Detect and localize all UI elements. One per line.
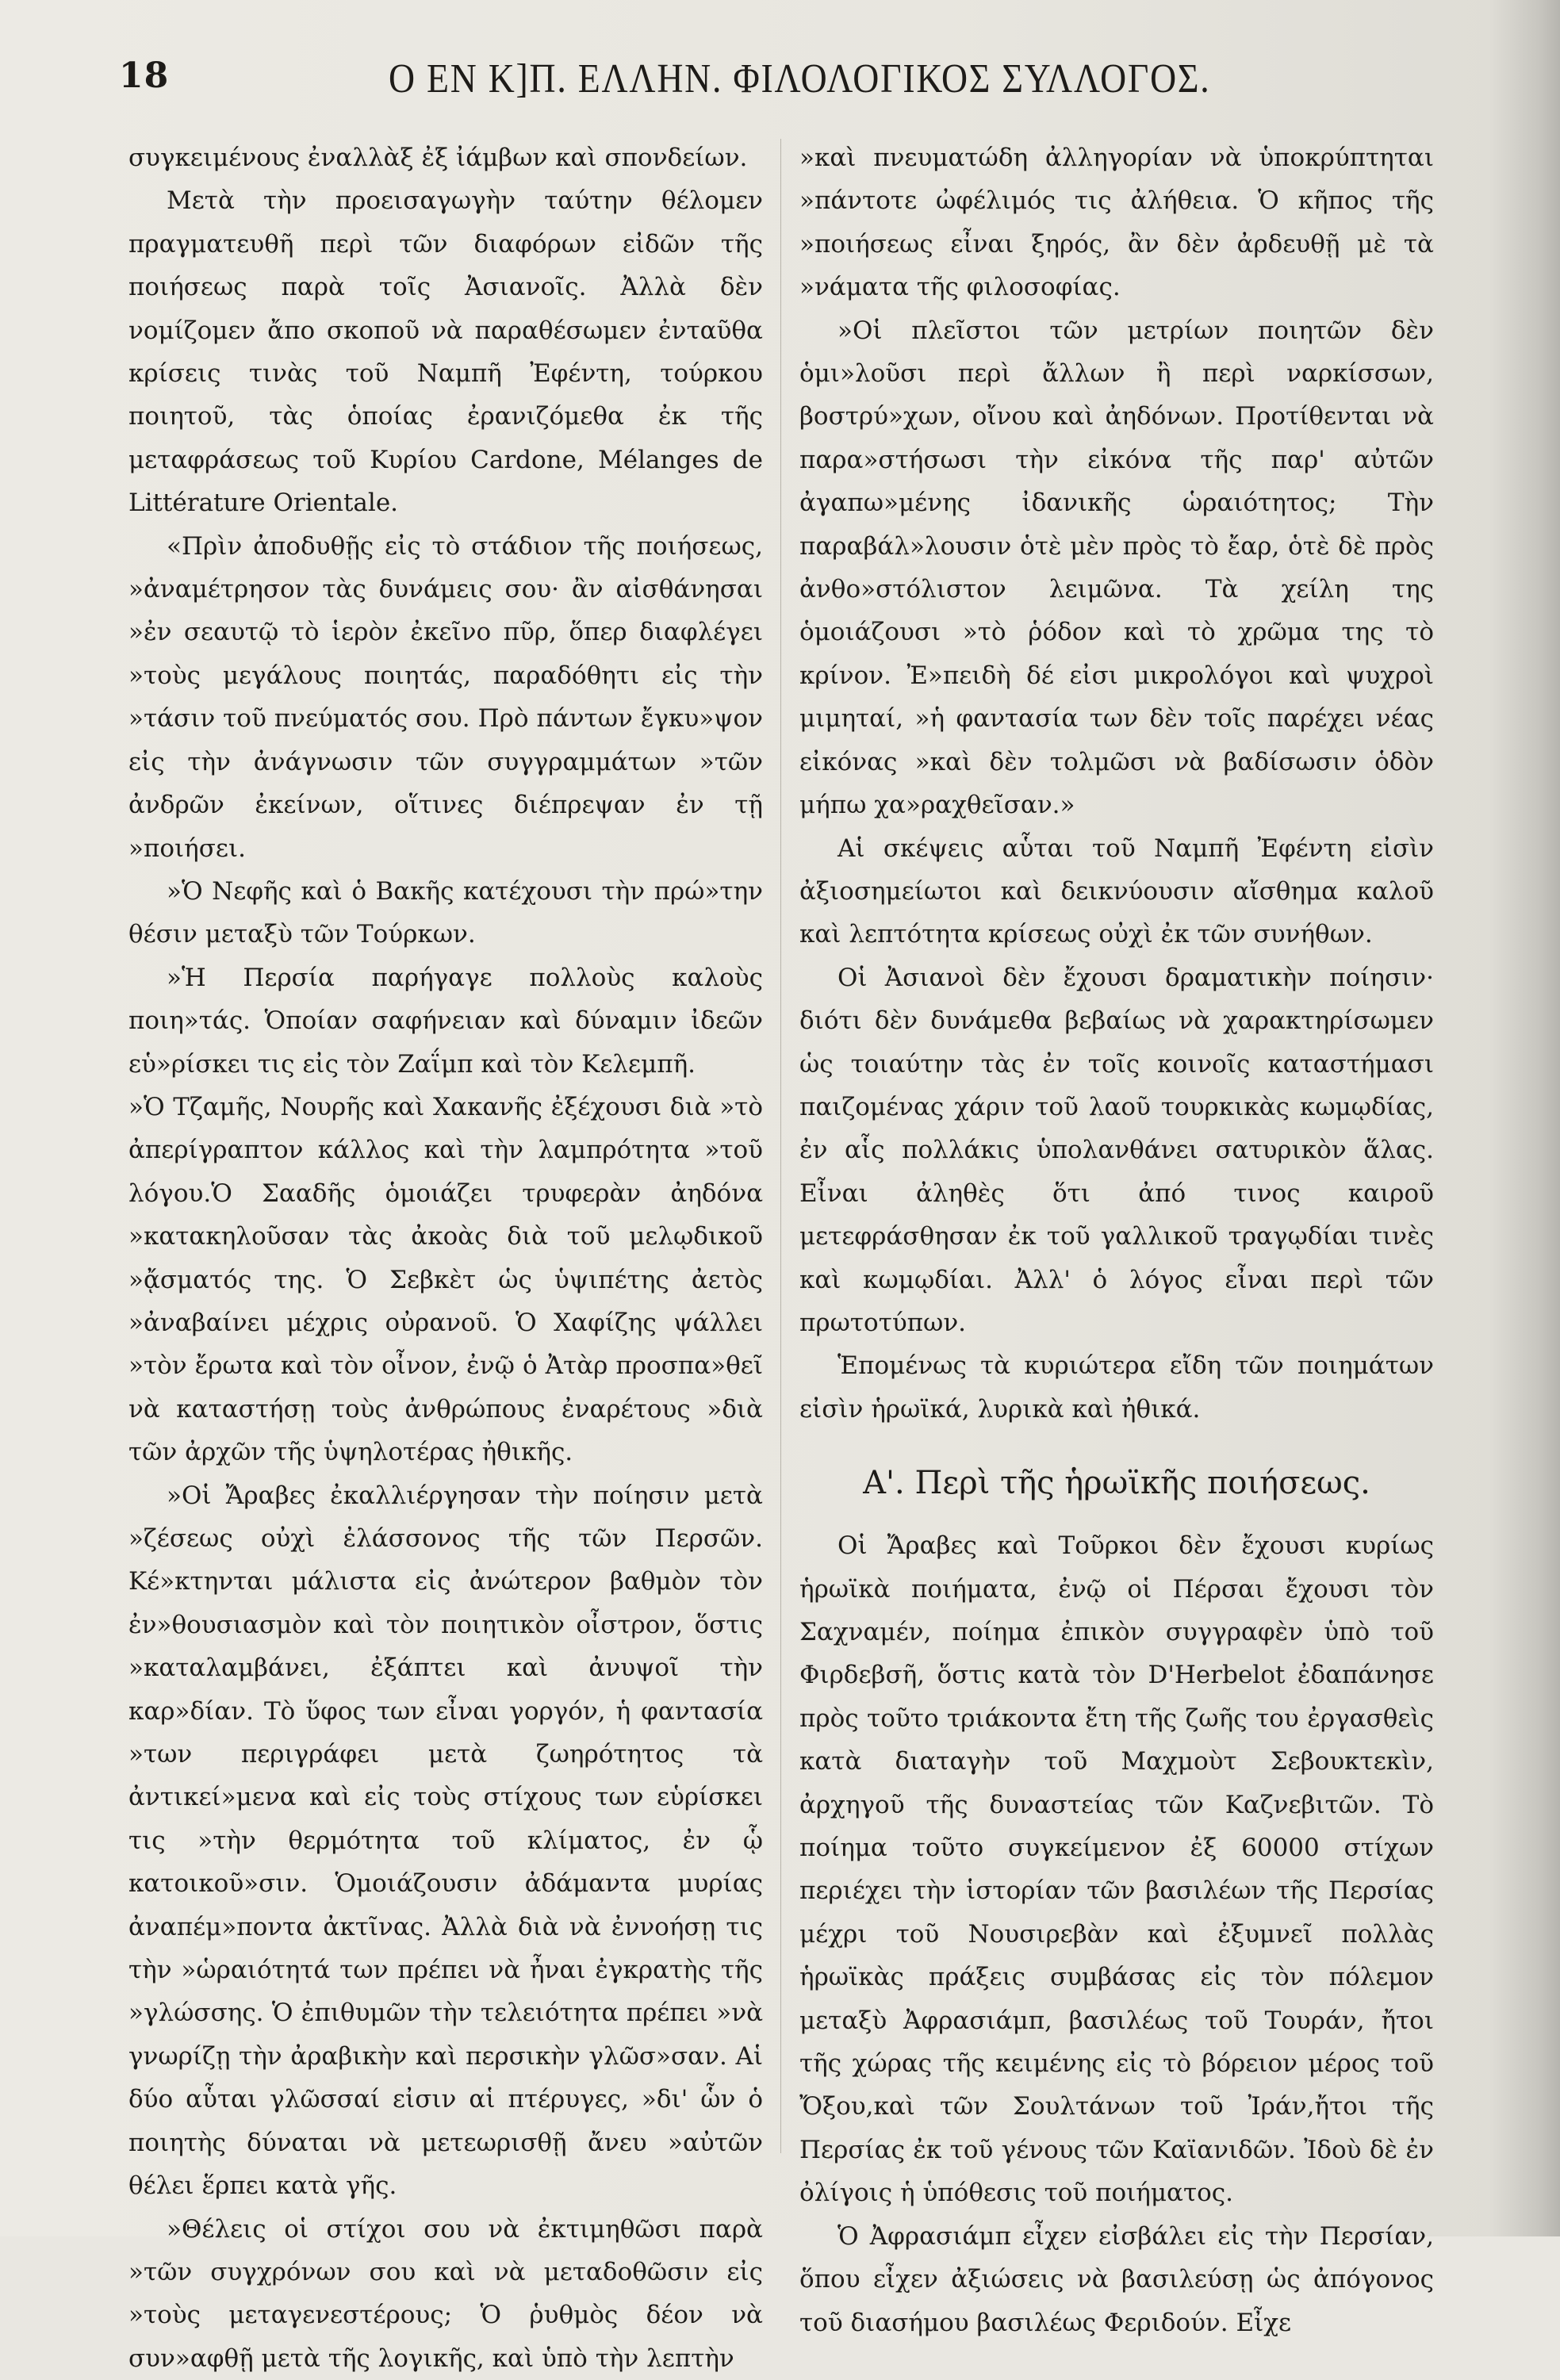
right-column <box>799 136 1434 2344</box>
quote-paragraph: »Οἱ πλεῖστοι τῶν μετρίων ποιητῶν δὲν ὁμι»λοῦσι περὶ ἄλλων ἢ περὶ ναρκίσσων, βοστρύ»χων, οἴνου καὶ ἀηδόνων. Προτίθενται νὰ παρα»στήσωσι τὴν εἰκόνα τῆς παρ' αὐτῶν ἀγαπω»μένης ἰδανικῆς ὡραιότητος; Τὴν παραβάλ»λουσιν ὁτὲ μὲν πρὸς τὸ ἔαρ, ὁτὲ δὲ πρὸς ἀνθο»στόλιστον λειμῶνα. Τὰ χείλη της ὁμοιάζουσι »τὸ ῥόδον καὶ τὸ χρῶμα της τὸ κρίνον. Ἐ»πειδὴ δέ εἰσι μικρολόγοι καὶ ψυχροὶ μιμηταί, »ἡ φαντασία των δὲν τοῖς παρέχει νέας εἰκόνας »καὶ δὲν τολμῶσι νὰ βαδίσωσιν ὁδὸν μήπω χα»ραχθεῖσαν.» <box>799 309 1434 827</box>
running-title: Ο ΕΝ Κ]Π. ΕΛΛΗΝ. ΦΙΛΟΛΟΓΙΚΟΣ ΣΥΛΛΟΓΟΣ. <box>389 56 1210 102</box>
quote-paragraph: »Ὁ Νεφῆς καὶ ὁ Βακῆς κατέχουσι τὴν πρώ»την θέσιν μεταξὺ τῶν Τούρκων. <box>128 870 763 956</box>
column-divider <box>780 139 781 2153</box>
paragraph: συγκειμένους ἐναλλὰξ ἐξ ἰάμβων καὶ σπονδείων. <box>128 136 763 179</box>
paragraph: Μετὰ τὴν προεισαγωγὴν ταύτην θέλομεν πραγματευθῆ περὶ τῶν διαφόρων εἰδῶν τῆς ποιήσεως παρὰ τοῖς Ἀσιανοῖς. Ἀλλὰ δὲν νομίζομεν ἄπο σκοποῦ νὰ παραθέσωμεν ἐνταῦθα κρίσεις τινὰς τοῦ Ναμπῆ Ἐφέντη, τούρκου ποιητοῦ, τὰς ὁποίας ἐρανιζόμεθα ἐκ τῆς μεταφράσεως τοῦ Κυρίου Cardone, Mélanges de Littérature Orientale. <box>128 179 763 524</box>
quote-paragraph: »Θέλεις οἱ στίχοι σου νὰ ἐκτιμηθῶσι παρὰ »τῶν συγχρόνων σου καὶ νὰ μεταδοθῶσιν εἰς »τοὺς μεταγενεστέρους; Ὁ ῥυθμὸς δέον νὰ συν»αφθῇ μετὰ τῆς λογικῆς, καὶ ὑπὸ τὴν λεπτὴν <box>128 2208 763 2380</box>
page-header <box>119 56 1483 111</box>
paragraph: Ὁ Ἀφρασιάμπ εἶχεν εἰσβάλει εἰς τὴν Περσίαν, ὅπου εἶχεν ἀξιώσεις νὰ βασιλεύσῃ ὡς ἀπόγονος τοῦ διασήμου βασιλέως Φεριδούν. Εἶχε <box>799 2215 1434 2344</box>
section-heading: Α'. Περὶ τῆς ἡρωϊκῆς ποιήσεως. <box>799 1459 1434 1507</box>
paragraph: Οἱ Ἀσιανοὶ δὲν ἔχουσι δραματικὴν ποίησιν· διότι δὲν δυνάμεθα βεβαίως νὰ χαρακτηρίσωμεν ὡς τοιαύτην τὰς ἐν τοῖς κοινοῖς καταστήμασι παιζομένας χάριν τοῦ λαοῦ τουρκικὰς κωμῳδίας, ἐν αἷς πολλάκις ὑπολανθάνει σατυρικὸν ἅλας. Εἶναι ἀληθὲς ὅτι ἀπό τινος καιροῦ μετεφράσθησαν ἐκ τοῦ γαλλικοῦ τραγῳδίαι τινὲς καὶ κωμῳδίαι. Ἀλλ' ὁ λόγος εἶναι περὶ τῶν πρωτοτύπων. <box>799 956 1434 1345</box>
quote-paragraph: »Ὁ Τζαμῆς, Νουρῆς καὶ Χακανῆς ἐξέχουσι διὰ »τὸ ἀπερίγραπτον κάλλος καὶ τὴν λαμπρότητα »τοῦ λόγου.Ὁ Σααδῆς ὁμοιάζει τρυφερὰν ἀηδόνα »κατακηλοῦσαν τὰς ἀκοὰς διὰ τοῦ μελῳδικοῦ »ᾄσματός της. Ὁ Σεβκὲτ ὡς ὑψιπέτης ἀετὸς »ἀναβαίνει μέχρις οὐρανοῦ. Ὁ Χαφίζης ψάλλει »τὸν ἔρωτα καὶ τὸν οἶνον, ἐνῷ ὁ Ἀτὰρ προσπα»θεῖ νὰ καταστήσῃ τοὺς ἀνθρώπους ἐναρέτους »διὰ τῶν ἀρχῶν τῆς ὑψηλοτέρας ἠθικῆς. <box>128 1086 763 1474</box>
paragraph: Οἱ Ἄραβες καὶ Τοῦρκοι δὲν ἔχουσι κυρίως ἡρωϊκὰ ποιήματα, ἐνῷ οἱ Πέρσαι ἔχουσι τὸν Σαχναμέν, ποίημα ἐπικὸν συγγραφὲν ὑπὸ τοῦ Φιρδεβσῆ, ὅστις κατὰ τὸν D'Herbelot ἐδαπάνησε πρὸς τοῦτο τριάκοντα ἔτη τῆς ζωῆς του ἐργασθεὶς κατὰ διαταγὴν τοῦ Μαχμοὺτ Σεβουκτεκὶν, ἀρχηγοῦ τῆς δυναστείας τῶν Καζνεβιτῶν. Τὸ ποίημα τοῦτο συγκείμενον ἐξ 60000 στίχων περιέχει τὴν ἱστορίαν τῶν βασιλέων τῆς Περσίας μέχρι τοῦ Νουσιρεβὰν καὶ ἐξυμνεῖ πολλὰς ἡρωϊκὰς πράξεις συμβάσας εἰς τὸν πόλεμον μεταξὺ Ἀφρασιάμπ, βασιλέως τοῦ Τουράν, ἤτοι τῆς χώρας τῆς κειμένης εἰς τὸ βόρειον μέρος τοῦ Ὄξου,καὶ τῶν Σουλτάνων τοῦ Ἰράν,ἤτοι τῆς Περσίας ἐκ τοῦ γένους τῶν Καϊανιδῶν. Ἰδοὺ δὲ ἐν ὀλίγοις ἡ ὑπόθεσις τοῦ ποιήματος. <box>799 1524 1434 2215</box>
paragraph: Αἱ σκέψεις αὗται τοῦ Ναμπῆ Ἐφέντη εἰσὶν ἀξιοσημείωτοι καὶ δεικνύουσιν αἴσθημα καλοῦ καὶ λεπτότητα κρίσεως οὐχὶ ἐκ τῶν συνήθων. <box>799 827 1434 956</box>
page-number: 18 <box>119 56 169 96</box>
quote-paragraph: »Οἱ Ἄραβες ἐκαλλιέργησαν τὴν ποίησιν μετὰ »ζέσεως οὐχὶ ἐλάσσονος τῆς τῶν Περσῶν. Κέ»κτηνται μάλιστα εἰς ἀνώτερον βαθμὸν τὸν ἐν»θουσιασμὸν καὶ τὸν ποιητικὸν οἶστρον, ὅστις »καταλαμβάνει, ἐξάπτει καὶ ἀνυψοῖ τὴν καρ»δίαν. Τὸ ὕφος των εἶναι γοργόν, ἡ φαντασία »των περιγράφει μετὰ ζωηρότητος τὰ ἀντικεί»μενα καὶ εἰς τοὺς στίχους των εὑρίσκει τις »τὴν θερμότητα τοῦ κλίματος, ἐν ᾧ κατοικοῦ»σιν. Ὁμοιάζουσιν ἀδάμαντα μυρίας ἀναπέμ»ποντα ἀκτῖνας. Ἀλλὰ διὰ νὰ ἐννοήσῃ τις τὴν »ὡραιότητά των πρέπει νὰ ἦναι ἐγκρατὴς τῆς »γλώσσης. Ὁ ἐπιθυμῶν τὴν τελειότητα πρέπει »νὰ γνωρίζῃ τὴν ἀραβικὴν καὶ περσικὴν γλῶσ»σαν. Αἱ δύο αὗται γλῶσσαί εἰσιν αἱ πτέρυγες, »δι' ὧν ὁ ποιητὴς δύναται νὰ μετεωρισθῇ ἄνευ »αὐτῶν θέλει ἕρπει κατὰ γῆς. <box>128 1474 763 2208</box>
paragraph: Ἑπομένως τὰ κυριώτερα εἴδη τῶν ποιημάτων εἰσὶν ἡρωϊκά, λυρικὰ καὶ ἠθικά. <box>799 1344 1434 1431</box>
quote-paragraph: «Πρὶν ἀποδυθῇς εἰς τὸ στάδιον τῆς ποιήσεως, »ἀναμέτρησον τὰς δυνάμεις σου· ἂν αἰσθάνησαι »ἐν σεαυτῷ τὸ ἱερὸν ἐκεῖνο πῦρ, ὅπερ διαφλέγει »τοὺς μεγάλους ποιητάς, παραδόθητι εἰς τὴν »τάσιν τοῦ πνεύματός σου. Πρὸ πάντων ἔγκυ»ψον εἰς τὴν ἀνάγνωσιν τῶν συγγραμμάτων »τῶν ἀνδρῶν ἐκείνων, οἵτινες διέπρεψαν ἐν τῇ »ποιήσει. <box>128 525 763 870</box>
left-column <box>128 136 763 2380</box>
page-edge-shadow <box>1489 0 1560 2236</box>
quote-paragraph: »Ἡ Περσία παρήγαγε πολλοὺς καλοὺς ποιη»τάς. Ὁποίαν σαφήνειαν καὶ δύναμιν ἰδεῶν εὑ»ρίσκει τις εἰς τὸν Ζαΐμπ καὶ τὸν Κελεμπῆ. <box>128 956 763 1086</box>
quote-paragraph: »καὶ πνευματώδη ἀλληγορίαν νὰ ὑποκρύπτηται »πάντοτε ὠφέλιμός τις ἀλήθεια. Ὁ κῆπος τῆς »ποιήσεως εἶναι ξηρός, ἂν δὲν ἀρδευθῇ μὲ τὰ »νάματα τῆς φιλοσοφίας. <box>799 136 1434 309</box>
